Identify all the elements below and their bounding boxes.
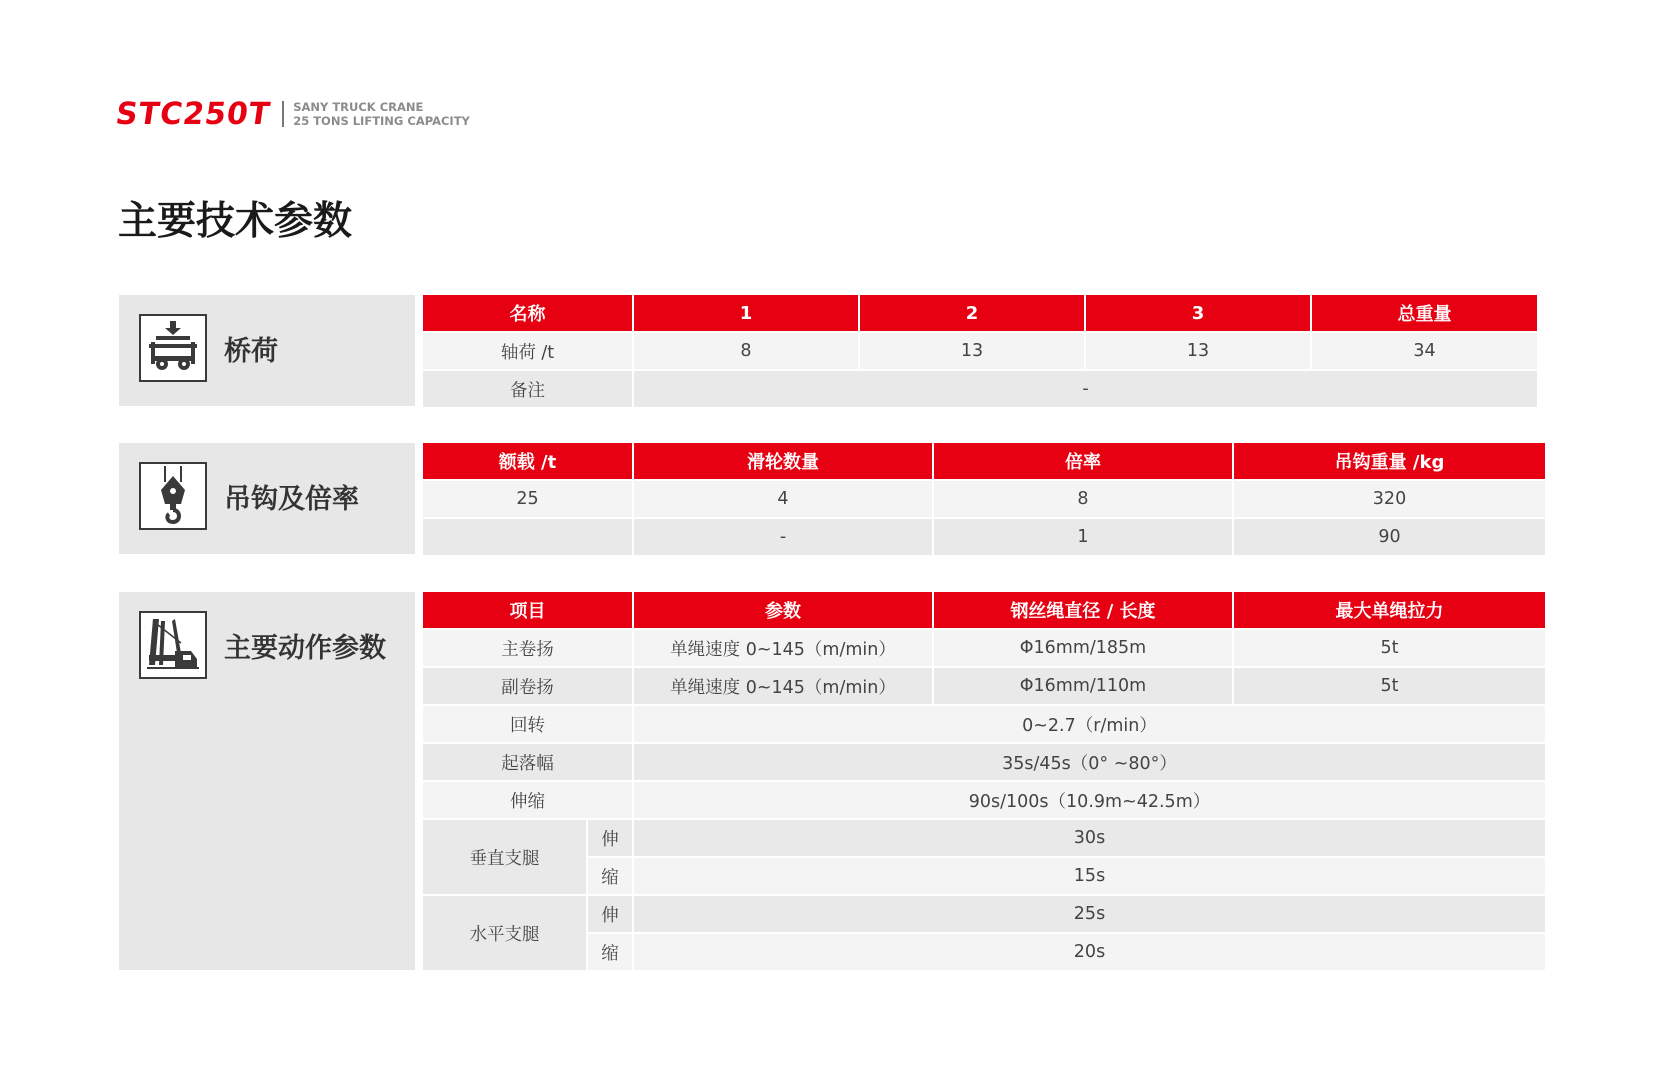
column-header: 滑轮数量 bbox=[634, 443, 932, 479]
row-label: 起落幅 bbox=[423, 744, 632, 780]
section-axle-load bbox=[119, 295, 1545, 406]
table-cell: Φ16mm/185m bbox=[934, 630, 1232, 666]
column-header: 总重量 bbox=[1312, 295, 1537, 331]
row-label: 备注 bbox=[423, 371, 632, 407]
row-sublabel: 伸 bbox=[588, 820, 632, 856]
table-cell: 1 bbox=[934, 519, 1232, 555]
tagline-line-2: 25 TONS LIFTING CAPACITY bbox=[293, 114, 470, 128]
table-cell: 320 bbox=[1234, 481, 1545, 517]
axle-load-icon bbox=[139, 314, 207, 382]
table-cell: 13 bbox=[860, 333, 1084, 369]
table-cell: 8 bbox=[934, 481, 1232, 517]
table-cell: 15s bbox=[634, 858, 1545, 894]
row-sublabel: 缩 bbox=[588, 934, 632, 970]
section-motion-parameters bbox=[119, 592, 1545, 970]
motion-parameters-table bbox=[423, 592, 1545, 970]
tagline-line-1: SANY TRUCK CRANE bbox=[293, 100, 424, 114]
section-hook-block bbox=[119, 443, 1545, 554]
table-cell: 30s bbox=[634, 820, 1545, 856]
row-label: 回转 bbox=[423, 706, 632, 742]
table-cell: 13 bbox=[1086, 333, 1310, 369]
section-label-panel bbox=[119, 592, 415, 970]
table-cell: 90s/100s（10.9m~42.5m） bbox=[634, 782, 1545, 818]
column-header: 3 bbox=[1086, 295, 1310, 331]
row-label: 水平支腿 bbox=[423, 896, 586, 970]
table-cell: Φ16mm/110m bbox=[934, 668, 1232, 704]
model-name: STC250T bbox=[113, 96, 273, 132]
row-label: 垂直支腿 bbox=[423, 820, 586, 894]
row-label: 副卷扬 bbox=[423, 668, 632, 704]
table-cell: 单绳速度 0~145（m/min） bbox=[634, 668, 932, 704]
table-cell: 0~2.7（r/min） bbox=[634, 706, 1545, 742]
column-header: 吊钩重量 /kg bbox=[1234, 443, 1545, 479]
row-sublabel: 缩 bbox=[588, 858, 632, 894]
row-label: 轴荷 /t bbox=[423, 333, 632, 369]
section-title: 桥荷 bbox=[224, 336, 278, 367]
section-title: 吊钩及倍率 bbox=[224, 484, 359, 515]
table-cell: 25 bbox=[423, 481, 632, 517]
table-cell: 5t bbox=[1234, 668, 1545, 704]
table-cell: 34 bbox=[1312, 333, 1537, 369]
section-label-panel bbox=[119, 295, 415, 406]
column-header: 项目 bbox=[423, 592, 632, 628]
remark-value: - bbox=[634, 371, 1537, 407]
table-cell: 单绳速度 0~145（m/min） bbox=[634, 630, 932, 666]
column-header: 2 bbox=[860, 295, 1084, 331]
page-title: 主要技术参数 bbox=[118, 199, 353, 244]
column-header: 参数 bbox=[634, 592, 932, 628]
table-cell: 4 bbox=[634, 481, 932, 517]
table-cell: 25s bbox=[634, 896, 1545, 932]
axle-load-table bbox=[423, 295, 1545, 407]
column-header: 额载 /t bbox=[423, 443, 632, 479]
table-cell: 5t bbox=[1234, 630, 1545, 666]
section-label-panel bbox=[119, 443, 415, 554]
column-header: 名称 bbox=[423, 295, 632, 331]
row-label: 伸缩 bbox=[423, 782, 632, 818]
column-header: 1 bbox=[634, 295, 858, 331]
section-title: 主要动作参数 bbox=[224, 633, 386, 664]
hook-block-table bbox=[423, 443, 1545, 555]
brand-logo bbox=[113, 96, 470, 132]
column-header: 最大单绳拉力 bbox=[1234, 592, 1545, 628]
logo-divider bbox=[282, 101, 284, 127]
table-cell: 20s bbox=[634, 934, 1545, 970]
table-cell: - bbox=[634, 519, 932, 555]
crane-boom-icon bbox=[139, 611, 207, 679]
column-header: 倍率 bbox=[934, 443, 1232, 479]
logo-tagline bbox=[293, 100, 470, 128]
table-cell: 90 bbox=[1234, 519, 1545, 555]
row-label: 主卷扬 bbox=[423, 630, 632, 666]
table-cell: 8 bbox=[634, 333, 858, 369]
hook-block-icon bbox=[139, 462, 207, 530]
table-cell: 35s/45s（0° ~80°） bbox=[634, 744, 1545, 780]
table-cell bbox=[423, 519, 632, 555]
column-header: 钢丝绳直径 / 长度 bbox=[934, 592, 1232, 628]
row-sublabel: 伸 bbox=[588, 896, 632, 932]
